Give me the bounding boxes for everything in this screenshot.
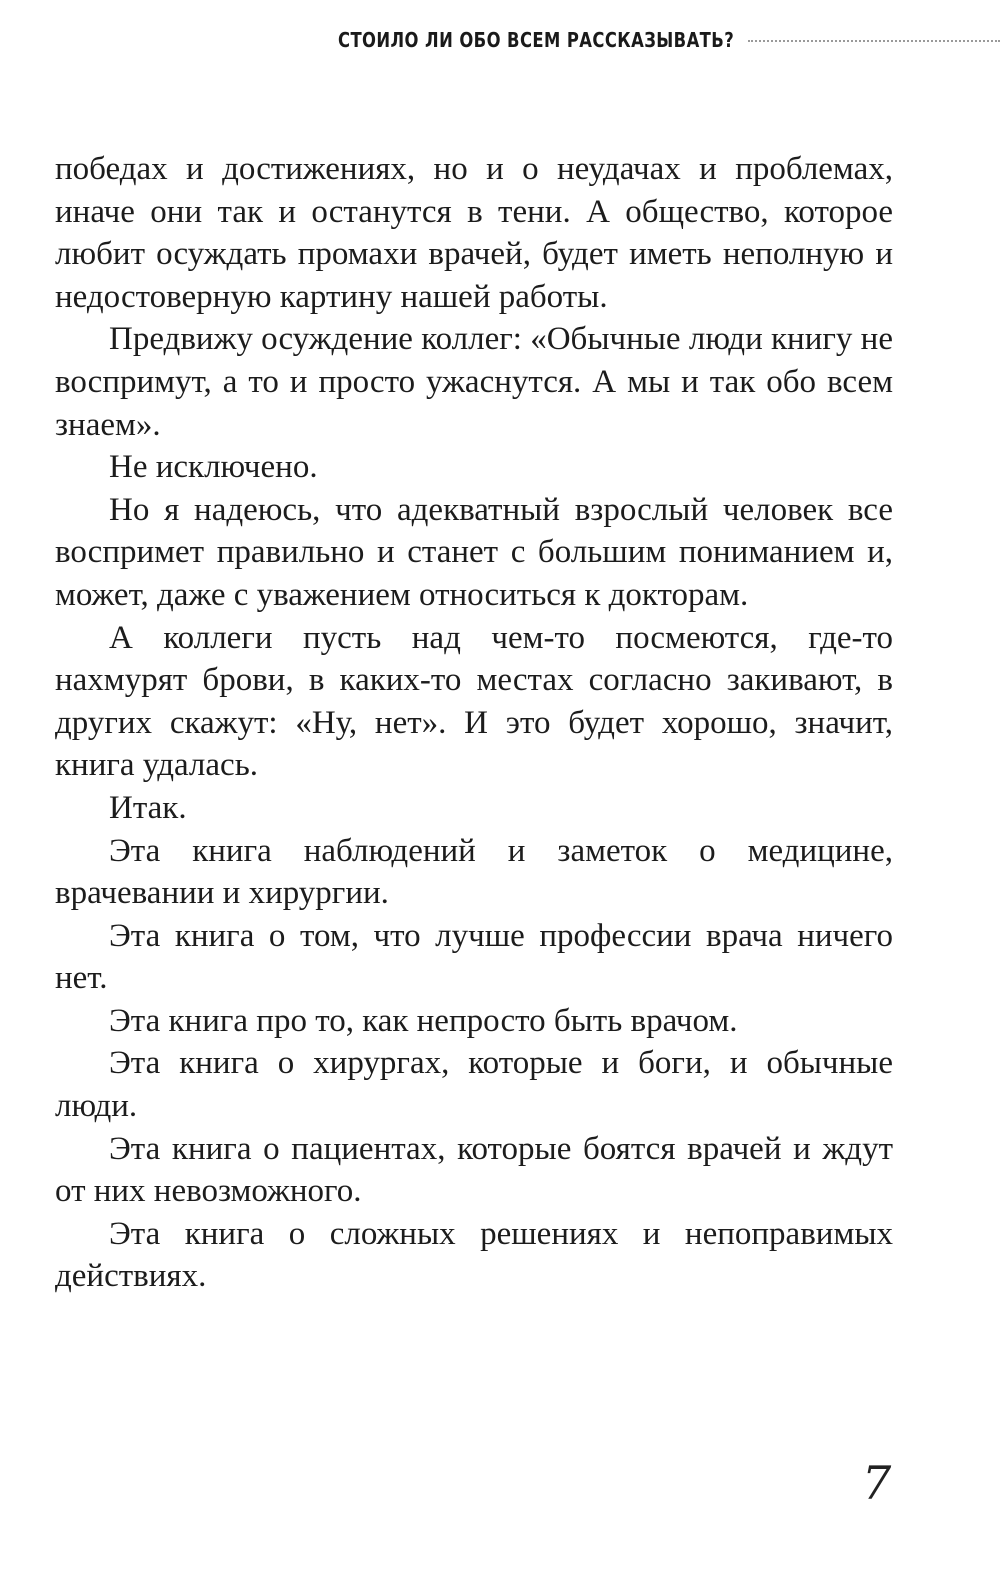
running-head-title: СТОИЛО ЛИ ОБО ВСЕМ РАССКАЗЫВАТЬ?	[338, 28, 735, 52]
paragraph: Предвижу осуждение коллег: «Обычные люди книгу не воспримут, а то и просто ужаснутся. А мы и так обо всем знаем».	[55, 321, 893, 443]
running-head	[338, 22, 1000, 58]
paragraph: Эта книга о пациентах, которые боятся врачей и ждут от них невозможного.	[55, 1130, 893, 1210]
paragraph: Эта книга о том, что лучше профессии врача ничего нет.	[55, 917, 893, 997]
paragraph: Эта книга наблюдений и заметок о медицине, врачевании и хирургии.	[55, 832, 893, 912]
running-head-rule	[748, 40, 1000, 42]
paragraph: Эта книга о сложных решениях и непоправимых действиях.	[55, 1215, 893, 1295]
paragraph: Но я надеюсь, что адекватный взрослый человек все воспримет правильно и станет с большим пониманием и, может, даже с уважением относиться к докторам.	[55, 491, 893, 613]
paragraph: Эта книга про то, как непросто быть врачом.	[109, 1002, 738, 1039]
page-number: 7	[862, 1456, 892, 1510]
body-text	[55, 148, 893, 1298]
paragraph: Эта книга о хирургах, которые и боги, и обычные люди.	[55, 1045, 893, 1125]
paragraph: А коллеги пусть над чем-то посмеются, где-то нахмурят брови, в каких-то местах согласно закивают, в других скажут: «Ну, нет». И это будет хорошо, значит, книга удалась.	[55, 619, 893, 784]
paragraph: Итак.	[109, 789, 187, 826]
paragraph: Не исключено.	[109, 449, 318, 486]
paragraph-continued: победах и достижениях, но и о неудачах и проблемах, иначе они так и останутся в тени. А общество, которое любит осуждать промахи врачей, будет иметь неполную и недостоверную картину нашей работы.	[55, 151, 893, 315]
